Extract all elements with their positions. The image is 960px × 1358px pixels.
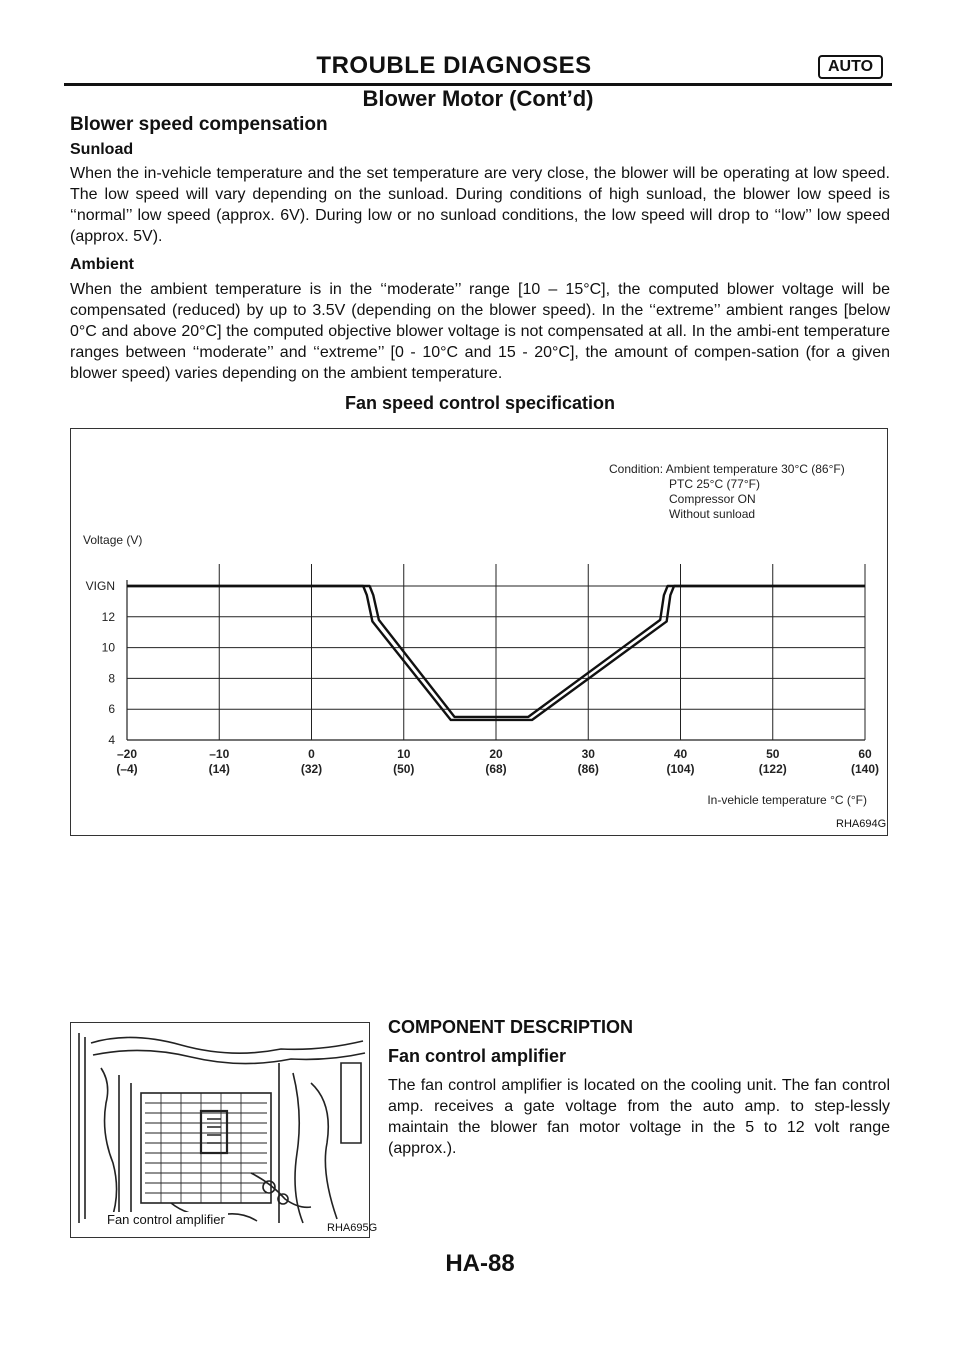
header-subtitle: Blower Motor (Cont’d) [362, 86, 594, 111]
x-axis-label: In-vehicle temperature °C (°F) [707, 793, 867, 807]
photo-caption: Fan control amplifier [104, 1212, 228, 1227]
x-tick-label-c: 20 [489, 747, 503, 761]
sunload-paragraph: When the in-vehicle temperature and the set temperature are very close, the blower will be operating at low speed. The low speed will vary depending on the sunload. During conditions of high sunload, the blower low speed is ‘‘normal’’ low speed (approx. 6V). During low or no sunload conditions, the low speed will drop to ‘‘low’’ low speed (approx. 5V). [70, 165, 890, 245]
component-title: COMPONENT DESCRIPTION [388, 1017, 634, 1037]
auto-badge: AUTO [818, 55, 883, 79]
x-tick-label-f: (32) [300, 762, 323, 776]
figure-title: Fan speed control specification [344, 393, 616, 413]
x-tick-label-f: (14) [208, 762, 230, 776]
x-tick-label-c: 0 [308, 747, 315, 761]
x-tick-label-f: (–4) [116, 762, 138, 776]
fan-amplifier-illustration [70, 1022, 370, 1238]
section-title: Blower speed compensation [70, 114, 328, 135]
x-tick-label-c: –20 [116, 747, 138, 761]
header-title: TROUBLE DIAGNOSES [316, 52, 592, 79]
x-tick-label-f: (122) [758, 762, 787, 776]
y-tick-label: VIGN [85, 579, 115, 593]
cooling-unit-drawing [71, 1023, 370, 1238]
condition-line: Without sunload [669, 507, 756, 521]
chart-svg [71, 429, 889, 837]
y-tick-label: 4 [108, 733, 115, 747]
condition-line: Compressor ON [669, 492, 756, 506]
y-tick-label: 6 [108, 702, 115, 717]
x-tick-label-f: (104) [666, 762, 695, 776]
page-number: HA-88 [445, 1250, 515, 1277]
fan-amplifier-paragraph: The fan control amplifier is located on the cooling unit. The fan control amp. receives a gate voltage from the auto amp. to step-lessly maintain the blower fan motor voltage in the 5 to 12 volt range (approx.). [388, 1077, 890, 1157]
x-tick-label-c: –10 [209, 747, 230, 761]
x-tick-label-c: 10 [397, 747, 411, 761]
y-tick-label: 8 [108, 671, 115, 686]
y-tick-label: 10 [101, 640, 115, 655]
condition-line: Condition: Ambient temperature 30°C (86°F) [609, 462, 845, 476]
x-tick-label-f: (140) [850, 762, 880, 776]
x-tick-label-c: 40 [673, 747, 688, 761]
x-tick-label-f: (86) [577, 762, 599, 776]
condition-line: PTC 25°C (77°F) [669, 477, 760, 491]
x-tick-label-c: 30 [581, 747, 595, 761]
y-axis-label: Voltage (V) [83, 533, 143, 547]
x-tick-label-f: (68) [485, 762, 507, 776]
x-tick-label-c: 50 [766, 747, 780, 761]
ambient-paragraph: When the ambient temperature is in the ‘‘moderate’’ range [10 – 15°C], the computed blower voltage will be compensated (reduced) by up to 3.5V (depending on the blower speed). In the ‘‘extreme’’ ambient ranges [below 0°C and above 20°C] the computed objective blower voltage is not compensated at all. In the ambi-ent temperature ranges between ‘‘moderate’’ and ‘‘extreme’’ [0 - 10°C and 15 - 20°C], the amount of compen-sation (for a given blower speed) varies depending on the ambient temperature. [70, 281, 890, 382]
fan-amplifier-heading: Fan control amplifier [388, 1046, 567, 1066]
figure-code: RHA694G [836, 818, 887, 830]
photo-code: RHA695G [327, 1222, 378, 1234]
y-tick-label: 12 [101, 609, 115, 624]
fan-speed-chart [70, 428, 888, 836]
ambient-heading: Ambient [70, 256, 134, 273]
sunload-heading: Sunload [70, 141, 134, 158]
x-tick-label-c: 60 [858, 747, 872, 761]
x-tick-label-f: (50) [393, 762, 415, 776]
